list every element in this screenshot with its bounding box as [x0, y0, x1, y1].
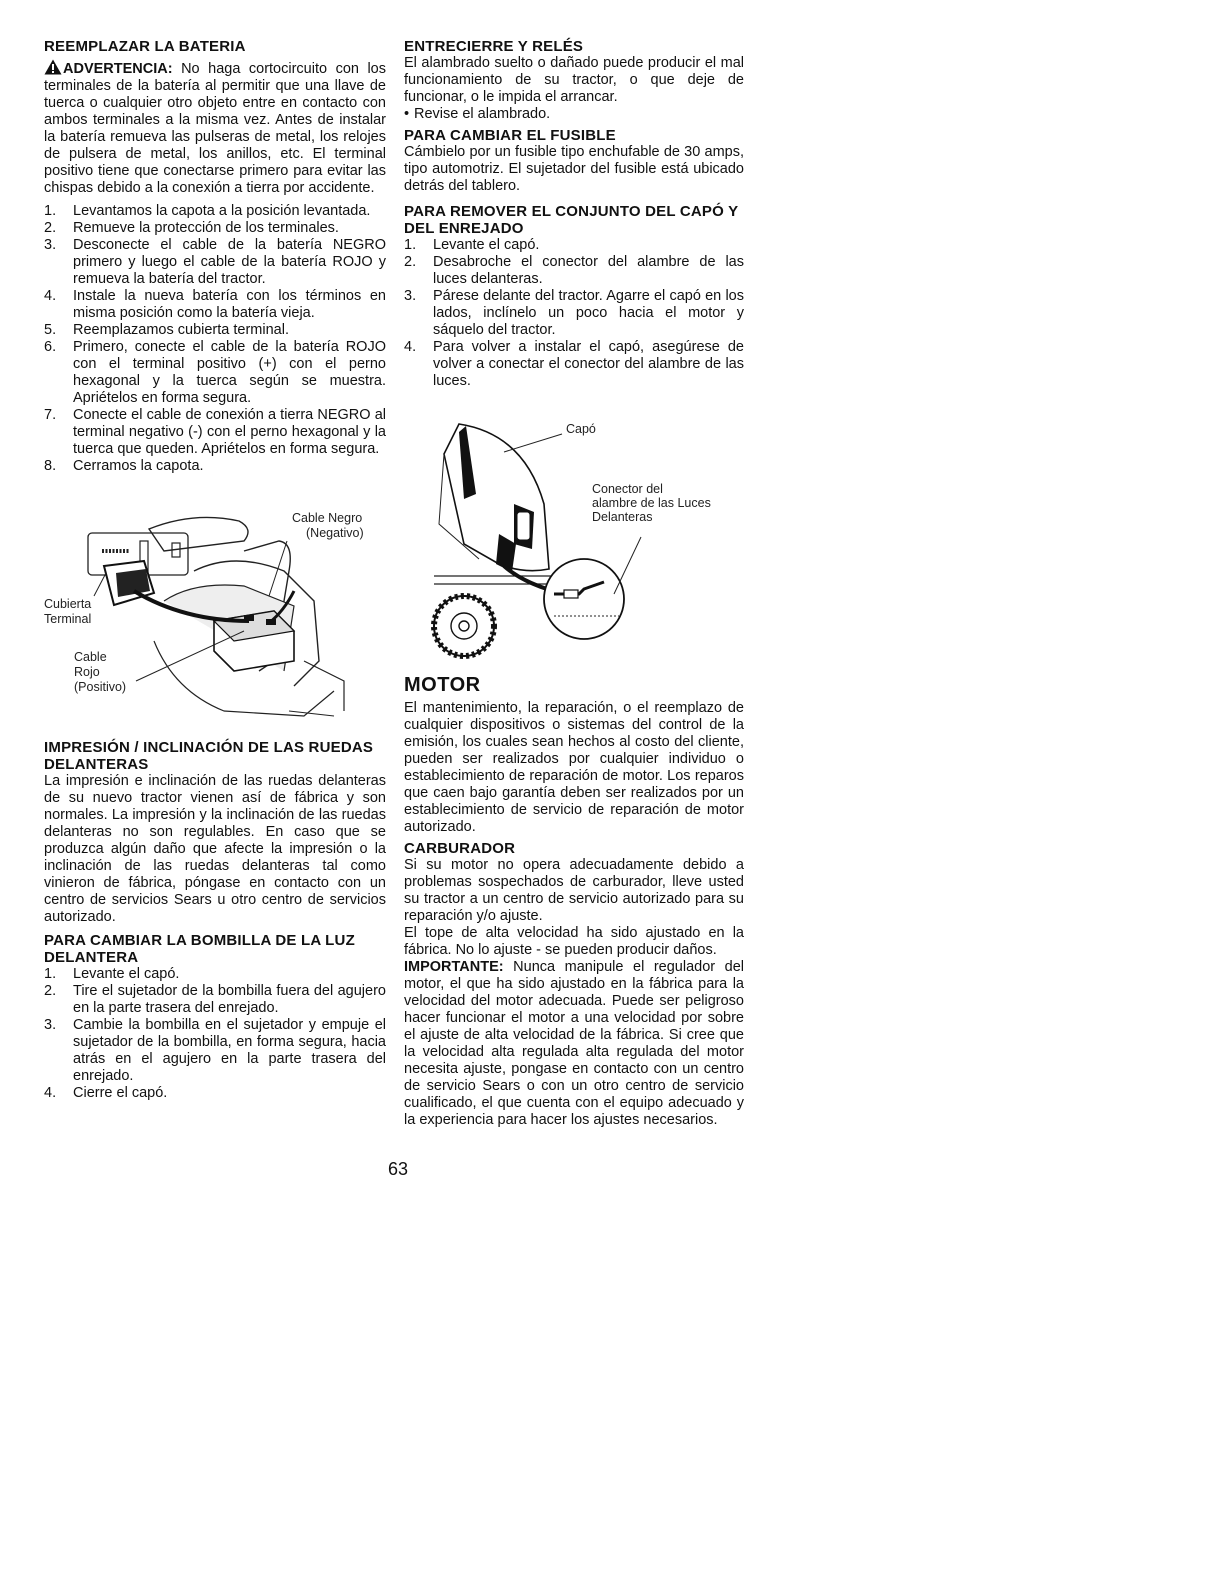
wheels-text: La impresión e inclinación de las ruedas delanteras de su nuevo tractor vienen así de fábrica y son normales. La impresión y la inclinación de las ruedas delanteras no son regulables. En caso que se produzca algún daño que afecte la impresión o la inclinación de las ruedas delanteras tal como vinieron de fábrica, póngase en contacto con un centro de servicios Sears u otro centro de servicios autorizado. [44, 773, 386, 925]
carb-important [404, 959, 744, 1129]
wiring-text: El alambrado suelto o dañado puede producir el mal funcionamiento de su tractor, o que deje de funcionar, o le impida el arrancar. [404, 55, 744, 105]
label-terminal-cover: Cubierta Terminal [44, 597, 92, 626]
list-item: 3. Párese delante del tractor. Agarre el capó en los lados, inclínelo un poco hacia el motor y sáquelo del tractor. [404, 288, 744, 338]
list-item: 1. Levante el capó. [404, 237, 540, 253]
list-item: 2. Desabroche el conector del alambre de las luces delanteras. [404, 254, 744, 287]
list-item: 4. Cierre el capó. [44, 1085, 168, 1101]
list-item: 8. Cerramos la capota. [44, 458, 204, 474]
label-hood: Capó [566, 422, 596, 436]
list-item: 4. Para volver a instalar el capó, asegúrese de volver a conectar el conector del alambre de las luces. [404, 339, 744, 389]
list-item: 6. Primero, conecte el cable de la batería ROJO con el terminal positivo (+) con el perno hexagonal y la tuerca según se muestra. Apriételos en forma segura. [44, 339, 386, 406]
right-column [404, 38, 744, 1129]
fuse-title: PARA CAMBIAR EL FUSIBLE [404, 127, 616, 144]
warning-text: No haga cortocircuito con los terminales de la batería al permitir que una llave de tuerca o cualquier otro objeto entre en contacto con ambos terminales a la misma vez. Antes de instalar la batería remueva las pulseras de metal, los relojes de pulsera de metal, los anillos, etc. El terminal positivo tiene que conectarse primero para evitar las chispas debido a la conexión a tierra por accidente. [44, 61, 386, 196]
wiring-bullet: • Revise el alambrado. [404, 106, 551, 122]
battery-warning [44, 59, 386, 197]
hood-steps [404, 237, 744, 390]
battery-title: REEMPLAZAR LA BATERIA [44, 38, 246, 55]
list-item: 7. Conecte el cable de conexión a tierra NEGRO al terminal negativo (-) con el perno hexagonal y la tuerca que queden. Apriételos en forma segura. [44, 407, 386, 457]
battery-illustration [44, 511, 386, 731]
hood-figure [404, 394, 744, 674]
battery-figure [44, 511, 386, 731]
list-item: 2. Tire el sujetador de la bombilla fuera del agujero en la parte trasera del enrejado. [44, 983, 386, 1016]
label-black-cable: Cable Negro (Negativo) [292, 511, 364, 540]
list-item: 1. Levante el capó. [44, 966, 180, 982]
list-item: 4. Instale la nueva batería con los términos en misma posición como la batería vieja. [44, 288, 386, 321]
list-item: 5. Reemplazamos cubierta terminal. [44, 322, 289, 338]
wiring-title: ENTRECIERRE Y RELÉS [404, 38, 584, 55]
bulb-title: PARA CAMBIAR LA BOMBILLA DE LA LUZ DELANTERA [44, 932, 355, 966]
carb-text-2: El tope de alta velocidad ha sido ajustado en la fábrica. No lo ajuste - se pueden producir daños. [404, 925, 744, 958]
list-item: 1. Levantamos la capota a la posición levantada. [44, 203, 371, 219]
list-item: 2. Remueve la protección de los terminales. [44, 220, 339, 236]
label-connector: Conector del alambre de las Luces Delanteras [592, 482, 711, 524]
left-column [44, 38, 386, 1102]
wheels-title: IMPRESIÓN / INCLINACIÓN DE LAS RUEDAS DELANTERAS [44, 739, 374, 773]
hood-title: PARA REMOVER EL CONJUNTO DEL CAPÓ Y DEL ENREJADO [404, 203, 739, 237]
label-red-cable: Cable Rojo (Positivo) [74, 650, 127, 694]
carb-text-1: Si su motor no opera adecuadamente debido a problemas sospechados de carburador, lleve usted su tractor a un centro de servicio autorizado para su reparación y/o ajuste. [404, 857, 744, 924]
page-number: 63 [387, 1159, 409, 1179]
hood-illustration [404, 394, 744, 674]
list-item: 3. Desconecte el cable de la batería NEGRO primero y luego el cable de la batería ROJO y remueva la batería del tractor. [44, 237, 386, 287]
carb-title: CARBURADOR [404, 840, 516, 857]
warning-triangle-icon [44, 59, 62, 75]
bulb-steps [44, 966, 386, 1102]
important-label: IMPORTANTE: [404, 959, 504, 975]
warning-label: ADVERTENCIA: [63, 61, 173, 77]
battery-steps [44, 203, 386, 475]
list-item: 3. Cambie la bombilla en el sujetador y empuje el sujetador de la bombilla, en forma segura, hacia atrás en el agujero en la parte trasera del enrejado. [44, 1017, 386, 1084]
motor-title: MOTOR [404, 674, 481, 696]
fuse-text: Cámbielo por un fusible tipo enchufable de 30 amps, tipo automotriz. El sujetador del fusible está ubicado detrás del tablero. [404, 144, 744, 194]
important-text: Nunca manipule el regulador del motor, el que ha sido ajustado en la fábrica para la velocidad del motor adecuada. Puede ser peligroso hacer funcionar el motor a una velocidad por sobre el ajuste de alta velocidad de la fábrica. Si cree que la velocidad alta regulada alta regulada del motor necesita ajuste, pongase en contacto con un centro de servicio Sears o con un otro centro de servicio cualificado, el que cuenta con el equipo adecuado y la experiencia para hacer los ajustes necesarios. [404, 959, 744, 1128]
motor-text: El mantenimiento, la reparación, o el reemplazo de cualquier dispositivos o sistemas del control de la emisión, los cuales sean hechos al costo del cliente, pueden ser realizados por cualquier individuo o establecimiento de reparación de motor. Los reparos que caen bajo garantía deben ser realizados por un establecimiento de servicio de reparación de motor autorizado. [404, 700, 744, 835]
